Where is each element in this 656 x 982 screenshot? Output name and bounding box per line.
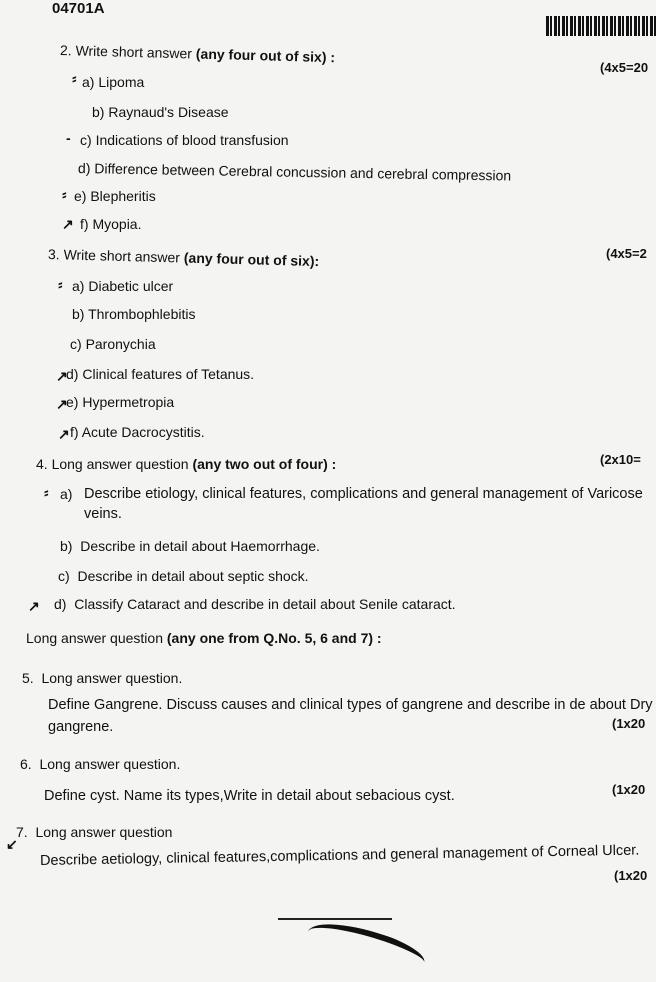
q4-item-a-text: Describe etiology, clinical features, complications and general management of Varicose veins. <box>84 486 643 522</box>
pen-stroke <box>304 912 429 981</box>
q3-item-b: b) Thrombophlebitis <box>72 306 196 322</box>
q2-item-c: c) Indications of blood transfusion <box>80 132 289 148</box>
q6-marks: (1x20 <box>612 782 646 797</box>
section-heading: Long answer question (any one from Q.No. 5, 6 and 7) : <box>26 630 382 646</box>
tick-mark: ↗ <box>56 396 68 412</box>
end-rule <box>278 918 392 920</box>
q7-marks: (1x20 <box>614 868 648 883</box>
tick-mark: ⸗ <box>72 70 77 86</box>
paper-code: 04701A <box>52 0 105 17</box>
q2-marks: (4x5=20 <box>600 60 649 75</box>
q3-item-c: c) Paronychia <box>70 336 156 352</box>
q4-marks: (2x10= <box>600 452 641 467</box>
q3-item-f: f) Acute Dacrocystitis. <box>70 424 205 440</box>
tick-mark: ↗ <box>58 426 70 442</box>
q3-number: 3. <box>47 246 60 263</box>
q2-item-a: a) Lipoma <box>82 74 145 90</box>
q5-body: Define Gangrene. Discuss causes and clinical types of gangrene and describe in de about Dry gangrene. <box>48 697 653 735</box>
q3-text: Write short answer <box>63 246 181 266</box>
q2-number: 2. <box>59 42 72 59</box>
q4-text: Long answer question <box>51 456 189 472</box>
tick-mark: ↗ <box>28 598 40 614</box>
q5-heading: 5. Long answer question. <box>22 670 183 686</box>
tick-mark: - <box>66 130 71 146</box>
tick-mark: ↗ <box>62 216 74 232</box>
tick-mark: ⸗ <box>58 276 63 292</box>
q2-item-d: d) Difference between Cerebral concussion and cerebral compression <box>77 160 512 184</box>
tick-mark: ↗ <box>56 368 68 384</box>
q3-choice: (any four out of six): <box>183 249 320 270</box>
q4-item-d: d) Classify Cataract and describe in detail about Senile cataract. <box>54 596 456 612</box>
barcode <box>546 16 656 36</box>
q5-marks: (1x20 <box>612 716 646 731</box>
q2-text: Write short answer <box>75 42 193 62</box>
q4-choice: (any two out of four) : <box>192 456 337 472</box>
q4-item-c: c) Describe in detail about septic shock. <box>58 568 309 584</box>
q4-number: 4. <box>36 456 48 472</box>
q3-item-e: e) Hypermetropia <box>66 394 175 410</box>
q4-heading <box>36 456 336 472</box>
q3-item-d: d) Clinical features of Tetanus. <box>66 366 255 382</box>
q2-heading <box>60 42 335 65</box>
tick-mark: ⸗ <box>62 186 67 202</box>
q6-body: Define cyst. Name its types,Write in detail about sebacious cyst. <box>44 788 455 804</box>
q2-item-b: b) Raynaud's Disease <box>92 104 229 120</box>
q2-choice: (any four out of six) : <box>195 45 336 66</box>
q7-body: Describe aetiology, clinical features,complications and general management of Corneal Ulcer. <box>39 842 640 869</box>
q2-item-f: f) Myopia. <box>80 216 142 232</box>
q3-marks: (4x5=2 <box>606 246 647 261</box>
q2-item-e: e) Blepheritis <box>74 188 156 204</box>
q7-heading: 7. Long answer question <box>16 824 173 840</box>
q4-item-a-label: a) <box>60 486 73 502</box>
q3-item-a: a) Diabetic ulcer <box>72 278 174 294</box>
tick-mark: ⸗ <box>44 484 49 500</box>
tick-mark: ↙ <box>6 836 18 852</box>
q3-heading <box>48 246 320 269</box>
q4-item-b: b) Describe in detail about Haemorrhage. <box>60 538 320 554</box>
q6-heading: 6. Long answer question. <box>20 756 181 772</box>
